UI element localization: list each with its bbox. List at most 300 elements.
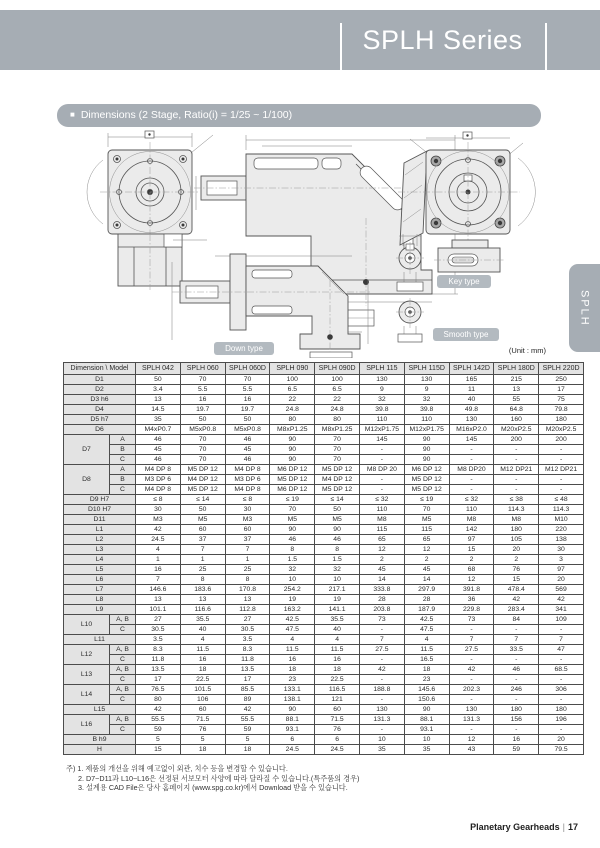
value-cell: 50 (225, 415, 270, 425)
value-cell: - (359, 455, 404, 465)
table-row (64, 725, 584, 735)
value-cell: 478.4 (494, 585, 539, 595)
row-label: D5 h7 (64, 415, 136, 425)
value-cell: 116.6 (180, 605, 225, 615)
value-cell: 37 (180, 535, 225, 545)
value-cell: 46 (136, 435, 181, 445)
value-cell: 4 (180, 635, 225, 645)
banner-divider-line (545, 23, 547, 70)
value-cell: 45 (359, 565, 404, 575)
table-row (64, 485, 584, 495)
footnote-line: 주) 1. 제품의 개선을 위해 예고없이 외관, 치수 등을 변경할 수 있습니다. (66, 764, 288, 773)
column-header: SPLH 115D (404, 363, 449, 375)
value-cell: 4 (404, 635, 449, 645)
value-cell: 13.5 (136, 665, 181, 675)
value-cell: M8 DP20 (449, 465, 494, 475)
value-cell: M20xP2.5 (539, 425, 584, 435)
value-cell: - (494, 625, 539, 635)
row-label: L4 (64, 555, 136, 565)
value-cell: 1.5 (315, 555, 360, 565)
value-cell: 130 (359, 375, 404, 385)
value-cell: 90 (404, 445, 449, 455)
smooth-type-label: Smooth type (433, 328, 499, 341)
value-cell: 88.1 (270, 715, 315, 725)
row-sublabel: C (110, 675, 136, 685)
table-row (64, 395, 584, 405)
value-cell: - (359, 625, 404, 635)
column-header: SPLH 090 (270, 363, 315, 375)
value-cell: 11.8 (225, 655, 270, 665)
value-cell: 306 (539, 685, 584, 695)
value-cell: 180 (539, 705, 584, 715)
value-cell: 246 (494, 685, 539, 695)
row-label: L3 (64, 545, 136, 555)
table-row (64, 385, 584, 395)
value-cell: 27.5 (449, 645, 494, 655)
row-label: L15 (64, 705, 136, 715)
value-cell: 32 (270, 565, 315, 575)
table-row (64, 675, 584, 685)
value-cell: ≤ 38 (494, 495, 539, 505)
table-row (64, 605, 584, 615)
value-cell: 133.1 (270, 685, 315, 695)
value-cell: 130 (449, 415, 494, 425)
column-header: SPLH 042 (136, 363, 181, 375)
value-cell: 25 (225, 565, 270, 575)
value-cell: M6 DP 12 (270, 485, 315, 495)
input-flange-front-view (87, 131, 213, 290)
value-cell: 8 (270, 545, 315, 555)
row-label: B h9 (64, 735, 136, 745)
table-row (64, 545, 584, 555)
value-cell: 97 (539, 565, 584, 575)
column-header: SPLH 090D (315, 363, 360, 375)
table-row (64, 585, 584, 595)
value-cell: 59 (494, 745, 539, 755)
value-cell: 13 (494, 385, 539, 395)
value-cell: 90 (404, 455, 449, 465)
table-row (64, 415, 584, 425)
value-cell: 114.3 (494, 505, 539, 515)
value-cell: 24.5 (136, 535, 181, 545)
table-row (64, 495, 584, 505)
value-cell: 12 (449, 735, 494, 745)
row-label: D4 (64, 405, 136, 415)
value-cell: - (494, 675, 539, 685)
row-label: L11 (64, 635, 136, 645)
value-cell: 131.3 (449, 715, 494, 725)
value-cell: - (359, 485, 404, 495)
value-cell: 142 (449, 525, 494, 535)
value-cell: M5xP0.8 (180, 425, 225, 435)
value-cell: M5 DP 12 (180, 465, 225, 475)
value-cell: M5 DP 12 (404, 475, 449, 485)
value-cell: 17 (539, 385, 584, 395)
value-cell: 55.5 (225, 715, 270, 725)
column-header: SPLH 115 (359, 363, 404, 375)
value-cell: 180 (539, 415, 584, 425)
row-sublabel: A (110, 465, 136, 475)
value-cell: 163.2 (270, 605, 315, 615)
value-cell: - (539, 445, 584, 455)
value-cell: 30.5 (225, 625, 270, 635)
square-bullet-icon: ■ (70, 110, 75, 119)
value-cell: - (539, 725, 584, 735)
value-cell: 70 (180, 445, 225, 455)
value-cell: 18 (180, 665, 225, 675)
value-cell: 32 (315, 565, 360, 575)
value-cell: 80 (315, 415, 360, 425)
value-cell: - (494, 475, 539, 485)
value-cell: 333.8 (359, 585, 404, 595)
value-cell: 110 (359, 505, 404, 515)
table-row (64, 705, 584, 715)
value-cell: 160 (494, 415, 539, 425)
value-cell: 24.8 (270, 405, 315, 415)
value-cell: M3 DP 6 (225, 475, 270, 485)
value-cell: 55 (494, 395, 539, 405)
value-cell: 46 (494, 665, 539, 675)
value-cell: 13 (136, 595, 181, 605)
value-cell: 5.5 (225, 385, 270, 395)
row-label: D8 (64, 465, 110, 495)
row-label: L14 (64, 685, 110, 705)
value-cell: ≤ 8 (225, 495, 270, 505)
value-cell: 76 (180, 725, 225, 735)
value-cell: M4 DP 12 (180, 475, 225, 485)
value-cell: 196 (539, 715, 584, 725)
row-label: L16 (64, 715, 110, 735)
value-cell: 28 (359, 595, 404, 605)
value-cell: 3.5 (136, 635, 181, 645)
value-cell: ≤ 14 (315, 495, 360, 505)
value-cell: M5 DP 12 (180, 485, 225, 495)
page-footer (0, 822, 578, 832)
value-cell: 40 (449, 395, 494, 405)
row-label: D6 (64, 425, 136, 435)
value-cell: 14 (404, 575, 449, 585)
value-cell: 7 (180, 545, 225, 555)
table-row (64, 715, 584, 725)
value-cell: - (449, 475, 494, 485)
row-label: L6 (64, 575, 136, 585)
value-cell: ≤ 19 (404, 495, 449, 505)
value-cell: 5 (225, 735, 270, 745)
value-cell: 39.8 (359, 405, 404, 415)
table-row (64, 465, 584, 475)
dimensions-table (63, 362, 584, 755)
value-cell: 109 (539, 615, 584, 625)
value-cell: 10 (270, 575, 315, 585)
value-cell: 110 (449, 505, 494, 515)
column-header: SPLH 060D (225, 363, 270, 375)
value-cell: - (449, 675, 494, 685)
value-cell: M4 DP 8 (136, 485, 181, 495)
value-cell: 32 (404, 395, 449, 405)
column-header: SPLH 220D (539, 363, 584, 375)
value-cell: 70 (180, 435, 225, 445)
footer-section-label: Planetary Gearheads (470, 822, 560, 832)
value-cell: 22 (270, 395, 315, 405)
value-cell: M5 (315, 515, 360, 525)
value-cell: 70 (315, 445, 360, 455)
value-cell: 391.8 (449, 585, 494, 595)
value-cell: M5 (180, 515, 225, 525)
value-cell: 27 (136, 615, 181, 625)
value-cell: M16xP2.0 (449, 425, 494, 435)
value-cell: - (494, 445, 539, 455)
value-cell: M4 DP 8 (225, 465, 270, 475)
value-cell: 45 (136, 445, 181, 455)
value-cell: 18 (180, 745, 225, 755)
value-cell: 50 (315, 505, 360, 515)
value-cell: 112.8 (225, 605, 270, 615)
table-row (64, 625, 584, 635)
value-cell: 130 (449, 705, 494, 715)
page-title: SPLH Series (362, 25, 523, 55)
value-cell: 30 (225, 505, 270, 515)
value-cell: 254.2 (270, 585, 315, 595)
value-cell: 100 (315, 375, 360, 385)
value-cell: 130 (359, 705, 404, 715)
value-cell: 42 (136, 525, 181, 535)
value-cell: M4 DP 8 (225, 485, 270, 495)
value-cell: 7 (136, 575, 181, 585)
value-cell: 183.6 (180, 585, 225, 595)
value-cell: 70 (180, 455, 225, 465)
value-cell: 202.3 (449, 685, 494, 695)
value-cell: 145 (359, 435, 404, 445)
value-cell: 187.9 (404, 605, 449, 615)
value-cell: 110 (404, 415, 449, 425)
value-cell: 5 (180, 735, 225, 745)
value-cell: 42 (359, 665, 404, 675)
value-cell: 4 (136, 545, 181, 555)
value-cell: 101.1 (136, 605, 181, 615)
value-cell: 220 (539, 525, 584, 535)
value-cell: 27.5 (359, 645, 404, 655)
value-cell: 93.1 (404, 725, 449, 735)
row-sublabel: A, B (110, 665, 136, 675)
value-cell: 93.1 (270, 725, 315, 735)
footnote-line: 2. D7~D11과 L10~L16은 선정된 서보모터 사양에 따라 달라질 수 있습니다.(특주품의 경우) (78, 773, 360, 783)
value-cell: 15 (449, 545, 494, 555)
column-header: SPLH 060 (180, 363, 225, 375)
row-sublabel: A, B (110, 645, 136, 655)
value-cell: - (359, 475, 404, 485)
row-label: L12 (64, 645, 110, 665)
value-cell: 8.3 (225, 645, 270, 655)
value-cell: 76 (315, 725, 360, 735)
value-cell: 180 (494, 525, 539, 535)
value-cell: 283.4 (494, 605, 539, 615)
value-cell: 115 (404, 525, 449, 535)
value-cell: M8 (359, 515, 404, 525)
value-cell: 46 (136, 455, 181, 465)
value-cell: 150.6 (404, 695, 449, 705)
table-row (64, 375, 584, 385)
value-cell: M8xP1.25 (315, 425, 360, 435)
value-cell: 5 (136, 735, 181, 745)
value-cell: 130 (404, 375, 449, 385)
value-cell: 23 (270, 675, 315, 685)
value-cell: M12 DP21 (494, 465, 539, 475)
value-cell: 114.3 (539, 505, 584, 515)
section-title: Dimensions (2 Stage, Ratio(i) = 1/25 ~ 1/100) (80, 109, 293, 121)
value-cell: M5 (270, 515, 315, 525)
value-cell: 3 (539, 555, 584, 565)
value-cell: 110 (359, 415, 404, 425)
value-cell: 22.5 (180, 675, 225, 685)
value-cell: 20 (539, 575, 584, 585)
table-row (64, 615, 584, 625)
value-cell: 131.3 (359, 715, 404, 725)
value-cell: M8 (449, 515, 494, 525)
table-row (64, 515, 584, 525)
value-cell: 7 (449, 635, 494, 645)
value-cell: 12 (404, 545, 449, 555)
banner-divider-line (340, 23, 342, 70)
value-cell: 22.5 (315, 675, 360, 685)
value-cell: 19 (315, 595, 360, 605)
value-cell: ≤ 32 (359, 495, 404, 505)
value-cell: 11.5 (270, 645, 315, 655)
table-row (64, 685, 584, 695)
value-cell: 50 (180, 505, 225, 515)
table-row (64, 405, 584, 415)
value-cell: 42.5 (404, 615, 449, 625)
value-cell: 60 (180, 525, 225, 535)
value-cell: 90 (270, 525, 315, 535)
value-cell: 5.5 (180, 385, 225, 395)
value-cell: 17 (225, 675, 270, 685)
row-sublabel: C (110, 625, 136, 635)
value-cell: 90 (270, 435, 315, 445)
table-row (64, 435, 584, 445)
value-cell: - (494, 725, 539, 735)
row-label: L7 (64, 585, 136, 595)
value-cell: 46 (315, 535, 360, 545)
row-label: L5 (64, 565, 136, 575)
value-cell: 68 (449, 565, 494, 575)
value-cell: 46 (225, 455, 270, 465)
value-cell: 18 (315, 665, 360, 675)
value-cell: 12 (359, 545, 404, 555)
value-cell: 17 (136, 675, 181, 685)
table-row (64, 535, 584, 545)
value-cell: 35.5 (180, 615, 225, 625)
value-cell: 9 (359, 385, 404, 395)
value-cell: 39.8 (404, 405, 449, 415)
value-cell: 3.4 (136, 385, 181, 395)
value-cell: 4 (315, 635, 360, 645)
value-cell: 42 (539, 595, 584, 605)
value-cell: 60 (180, 705, 225, 715)
value-cell: 7 (494, 635, 539, 645)
value-cell: 121 (315, 695, 360, 705)
footnote-line: 3. 설계용 CAD File은 당사 홈페이지 (www.spg.co.kr)에서 Download 받을 수 있습니다. (78, 783, 348, 792)
table-row (64, 555, 584, 565)
row-sublabel: C (110, 485, 136, 495)
value-cell: M8 DP 20 (359, 465, 404, 475)
value-cell: 6.5 (270, 385, 315, 395)
value-cell: 13 (180, 595, 225, 605)
table-row (64, 645, 584, 655)
row-sublabel: C (110, 655, 136, 665)
value-cell: 16 (270, 655, 315, 665)
value-cell: 12 (449, 575, 494, 585)
value-cell: 25 (180, 565, 225, 575)
value-cell: 80 (270, 415, 315, 425)
value-cell: 84 (494, 615, 539, 625)
down-type-label: Down type (214, 342, 274, 355)
value-cell: 138.1 (270, 695, 315, 705)
row-label: L13 (64, 665, 110, 685)
value-cell: 55.5 (136, 715, 181, 725)
value-cell: 47.5 (404, 625, 449, 635)
row-sublabel: A, B (110, 685, 136, 695)
value-cell: 8 (315, 545, 360, 555)
value-cell: 16 (315, 655, 360, 665)
value-cell: 19.7 (180, 405, 225, 415)
value-cell: - (359, 445, 404, 455)
value-cell: 11.8 (136, 655, 181, 665)
value-cell: M5xP0.8 (225, 425, 270, 435)
value-cell: 8 (225, 575, 270, 585)
row-label: D3 h6 (64, 395, 136, 405)
value-cell: 90 (270, 705, 315, 715)
value-cell: M8xP1.25 (270, 425, 315, 435)
value-cell: 35.5 (315, 615, 360, 625)
value-cell: - (449, 725, 494, 735)
output-flange-front-view (398, 132, 535, 245)
row-label: D9 H7 (64, 495, 136, 505)
value-cell: 145.6 (404, 685, 449, 695)
table-row (64, 565, 584, 575)
value-cell: M4xP0.7 (136, 425, 181, 435)
value-cell: 59 (136, 725, 181, 735)
value-cell: 65 (404, 535, 449, 545)
value-cell: M3 (136, 515, 181, 525)
table-row (64, 525, 584, 535)
value-cell: 8 (180, 575, 225, 585)
row-label: L9 (64, 605, 136, 615)
value-cell: 165 (449, 375, 494, 385)
value-cell: 217.1 (315, 585, 360, 595)
table-row (64, 455, 584, 465)
value-cell: 79.8 (539, 405, 584, 415)
value-cell: 45 (404, 565, 449, 575)
value-cell: 1 (136, 555, 181, 565)
value-cell: M5 DP 12 (270, 475, 315, 485)
value-cell: - (494, 455, 539, 465)
value-cell: M12xP1.75 (404, 425, 449, 435)
row-sublabel: A, B (110, 615, 136, 625)
value-cell: 23 (404, 675, 449, 685)
value-cell: 16 (180, 655, 225, 665)
value-cell: 97 (449, 535, 494, 545)
row-label: D11 (64, 515, 136, 525)
value-cell: - (359, 655, 404, 665)
value-cell: 79.5 (539, 745, 584, 755)
value-cell: 42.5 (270, 615, 315, 625)
value-cell: - (494, 485, 539, 495)
value-cell: 40 (180, 625, 225, 635)
value-cell: 45 (225, 445, 270, 455)
value-cell: 10 (359, 735, 404, 745)
value-cell: 35 (136, 415, 181, 425)
row-label: H (64, 745, 136, 755)
